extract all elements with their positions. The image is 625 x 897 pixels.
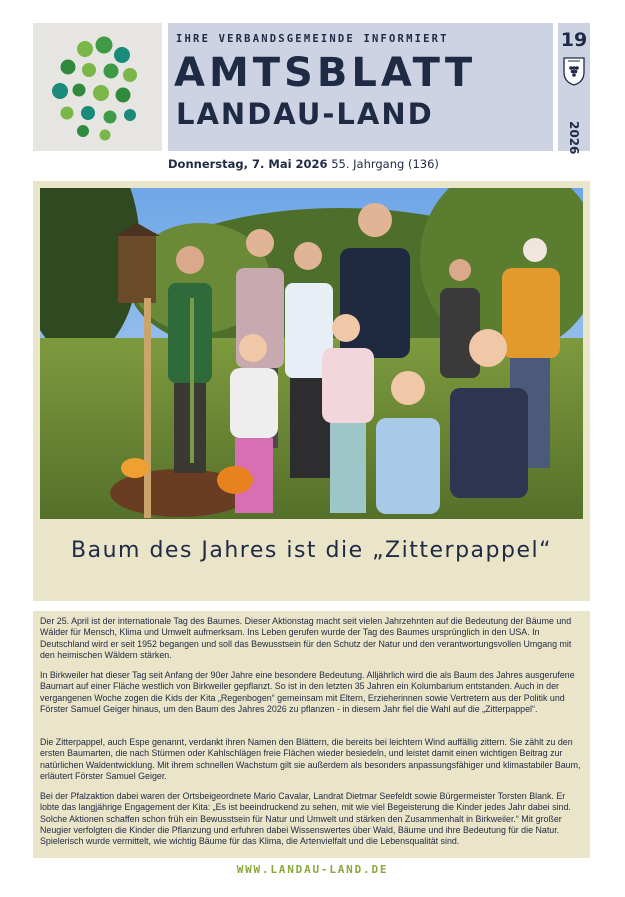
- issue-box: [558, 23, 590, 155]
- cover-photo: [40, 188, 583, 519]
- tagline: IHRE VERBANDSGEMEINDE INFORMIERT: [176, 33, 449, 45]
- masthead: [168, 23, 553, 151]
- issue-number: 19: [560, 29, 588, 51]
- group-photo-illustration: [40, 188, 583, 519]
- title-amtsblatt: AMTSBLATT: [174, 50, 477, 96]
- cover-story-panel: [33, 181, 590, 601]
- article-paragraph: Der 25. April ist der internationale Tag des Baumes. Dieser Aktionstag macht seit vielen Jahrzehnten auf die Bedeutung der Bäume und Wälder für Mensch, Klima und Umwelt aufmerksam. Ins Leben gerufen wurde der Tag des Baumes ursprünglich in den USA. In Deutschland wird er seit 1952 begangen und soll das Bewusstsein für den Schutz der Natur und den verantwortungsvollen Umgang mit den heimischen Wäldern stärken.: [40, 616, 572, 660]
- coat-of-arms-icon: [563, 56, 585, 86]
- issue-year: 2026: [567, 121, 581, 155]
- issue-date: Donnerstag, 7. Mai 2026: [168, 157, 328, 171]
- volume-info: 55. Jahrgang (136): [331, 157, 439, 171]
- logo-panel: [33, 23, 162, 151]
- article-paragraph: Bei der Pfalzaktion dabei waren der Ortsbeigeordnete Mario Cavalar, Landrat Dietmar Seefeldt sowie Bürgermeister Torsten Blank. Er lobte das langjährige Engagement der Kita: „Es ist beeindruckend zu sehen, mit wie viel Begeisterung die Kinder jedes Jahr dabei sind. Solche Aktionen schaffen schon früh ein Bewusstsein für Natur und Umwelt und stärken den Zusammenhalt in Birkweiler.“ Mit großer Neugier verfolgten die Kinder die Pflanzung und erfuhren dabei Wissenswertes über Wald, Bäume und ihre Bedeutung für die Natur. Spielerisch wurde vermittelt, wie wichtig Bäume für das Klima, die Artenvielfalt und die Lebensqualität sind.: [40, 791, 571, 847]
- cover-headline: Baum des Jahres ist die „Zitterpappel“: [71, 538, 552, 563]
- dateline: [168, 157, 439, 171]
- green-dots-logo-icon: [33, 23, 162, 151]
- title-landau-land: LANDAU-LAND: [176, 97, 434, 131]
- article-paragraph: In Birkweiler hat dieser Tag seit Anfang der 90er Jahre eine besondere Bedeutung. Alljährlich wird die als Baum des Jahres ausgerufene Baumart auf einer Fläche westlich von Birkweiler gepflanzt. So ist in den letzten 35 Jahren ein Kolumbarium entstanden. Auch in der vergangenen Woche zogen die Kids der Kita „Regenbogen“ gemeinsam mit Eltern, Erzieherinnen sowie Vertretern aus der Politik und Förster Samuel Geiger hinaus, um den Baum des Jahres 2026 zu pflanzen - in diesem Jahr fiel die Wahl auf die „Zitterpappel“.: [40, 670, 575, 714]
- website-link[interactable]: WWW.LANDAU-LAND.DE: [236, 863, 389, 876]
- article-paragraph: Die Zitterpappel, auch Espe genannt, verdankt ihren Namen den Blättern, die bereits bei leichtem Wind auffällig zittern. Sie zählt zu den ersten Baumarten, die nach Stürmen oder Kahlschlägen freie Flächen wieder besiedeln, und leistet damit einen wichtigen Beitrag zur natürlichen Waldentwicklung. Mit ihrem schnellen Wachstum gilt sie außerdem als besonders anpassungsfähiger und klimastabiler Baum, erläutert Förster Samuel Geiger.: [40, 737, 581, 781]
- article-body: [33, 611, 590, 858]
